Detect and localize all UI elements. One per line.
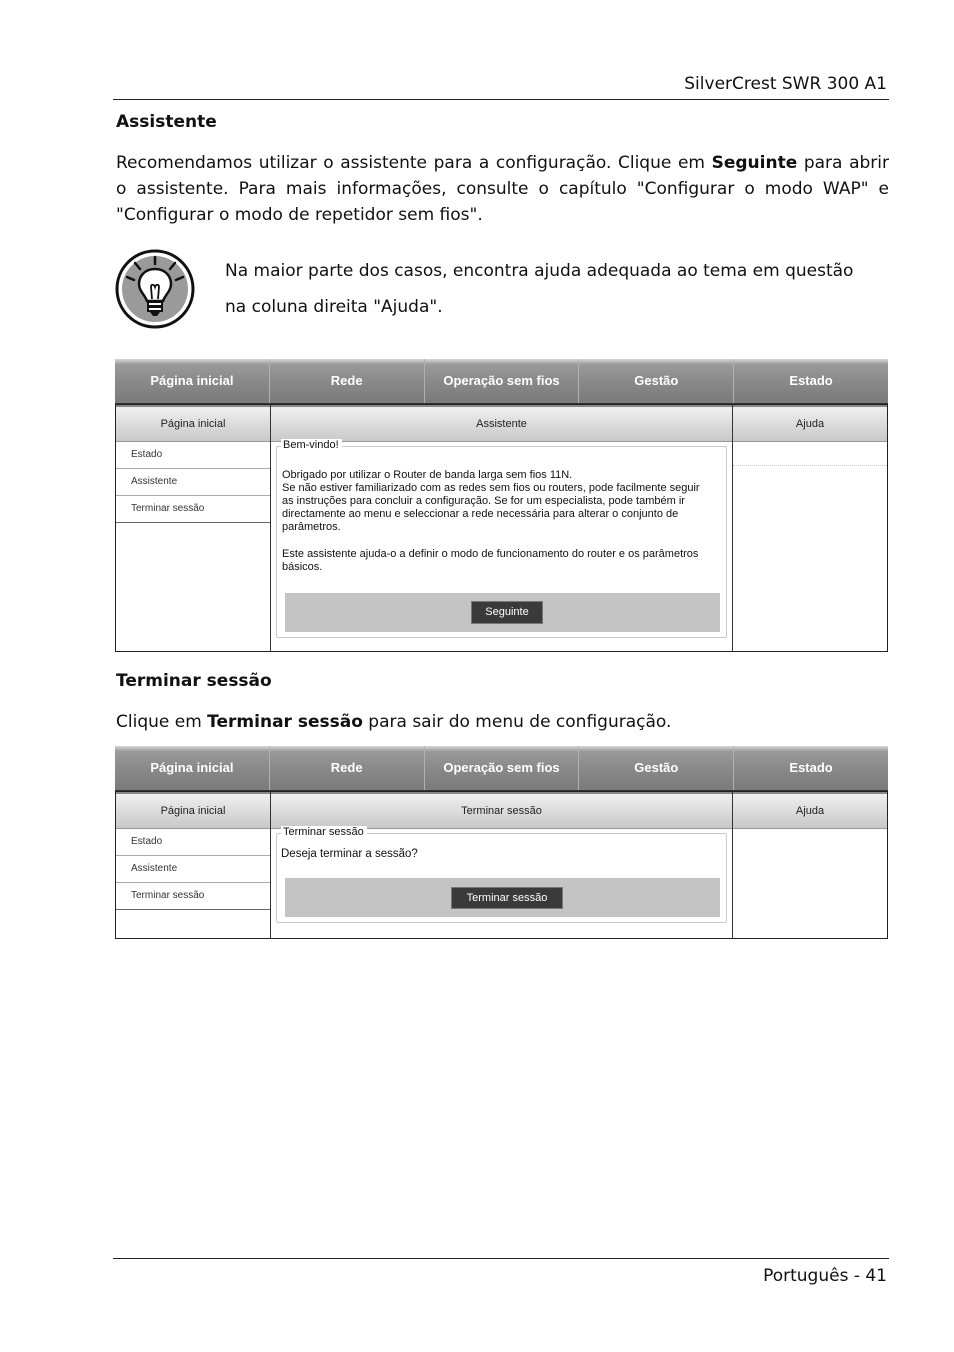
fieldset-legend: Terminar sessão [281,826,367,838]
menu-item-assistente[interactable]: Assistente [116,469,270,496]
nav-rede[interactable]: Rede [270,746,425,790]
router-navbar [115,746,888,793]
left-menu-column [116,405,271,651]
welcome-text-line6: Este assistente ajuda-o a definir o modo de funcionamento do router e os parâmetros [282,548,699,560]
welcome-text-line5: parâmetros. [282,521,341,533]
welcome-text-line1: Obrigado por utilizar o Router de banda larga sem fios 11N. [282,469,573,481]
section-title-assistente: Assistente [116,112,217,132]
left-column-header: Página inicial [116,405,270,442]
main-column [271,405,733,651]
router-content-frame [115,791,888,939]
help-column-header: Ajuda [733,792,887,829]
main-column-header: Assistente [271,405,732,442]
nav-gestao[interactable]: Gestão [579,746,734,790]
router-content-frame [115,404,888,652]
left-menu-column [116,792,271,938]
main-column-header: Terminar sessão [271,792,732,829]
menu-item-assistente[interactable]: Assistente [116,856,270,883]
nav-estado[interactable]: Estado [789,760,833,775]
main-column [271,792,733,938]
lightbulb-tip-icon [115,249,195,329]
button-bar [285,878,720,917]
nav-operacao-sem-fios[interactable]: Operação sem fios [425,746,580,790]
menu-item-terminar-sessao[interactable]: Terminar sessão [116,496,270,523]
section-paragraph-assistente: Recomendamos utilizar o assistente para a configuração. Clique em Seguinte para abrir o assistente. Para mais informações, consulte o capítulo "Configurar o modo WAP" e "Configurar o modo de repetidor sem fios". [116,153,889,225]
menu-item-estado[interactable]: Estado [116,829,270,856]
footer-rule [113,1258,889,1259]
seguinte-button[interactable]: Seguinte [471,601,543,624]
page-number: Português - 41 [763,1266,887,1286]
help-column [733,405,887,651]
product-title: SilverCrest SWR 300 A1 [684,74,887,94]
help-column-header: Ajuda [733,405,887,442]
nav-pagina-inicial[interactable]: Página inicial [115,359,270,403]
welcome-text-line3: as instruções para concluir a configuração. Se for um especialista, pode também ir [282,495,685,507]
logout-fieldset [276,826,727,923]
section-title-terminar-sessao: Terminar sessão [116,671,272,691]
nav-gestao[interactable]: Gestão [579,359,734,403]
menu-item-estado[interactable]: Estado [116,442,270,469]
welcome-text-line7: básicos. [282,561,323,573]
router-screenshot-terminar-sessao [115,746,888,939]
help-divider [733,465,887,466]
section-paragraph-terminar-sessao: Clique em Terminar sessão para sair do menu de configuração. [116,712,672,732]
nav-estado[interactable]: Estado [789,373,833,388]
router-screenshot-assistente [115,359,888,652]
welcome-fieldset [276,439,727,638]
welcome-text-line2: Se não estiver familiarizado com as redes sem fios ou routers, pode facilmente seguir [282,482,700,494]
nav-operacao-sem-fios[interactable]: Operação sem fios [425,359,580,403]
terminar-sessao-button[interactable]: Terminar sessão [451,887,563,909]
router-navbar [115,359,888,406]
header-rule [113,99,889,100]
tip-text-line1: Na maior parte dos casos, encontra ajuda adequada ao tema em questão [225,261,854,281]
logout-question: Deseja terminar a sessão? [281,848,418,860]
button-bar [285,593,720,632]
fieldset-legend: Bem-vindo! [281,439,342,451]
nav-pagina-inicial[interactable]: Página inicial [115,746,270,790]
nav-rede[interactable]: Rede [270,359,425,403]
tip-text-line2: na coluna direita "Ajuda". [225,297,443,317]
help-column [733,792,887,938]
left-column-header: Página inicial [116,792,270,829]
welcome-text-line4: directamente ao menu e seleccionar a rede necessária para alterar o conjunto de [282,508,679,520]
menu-item-terminar-sessao[interactable]: Terminar sessão [116,883,270,910]
